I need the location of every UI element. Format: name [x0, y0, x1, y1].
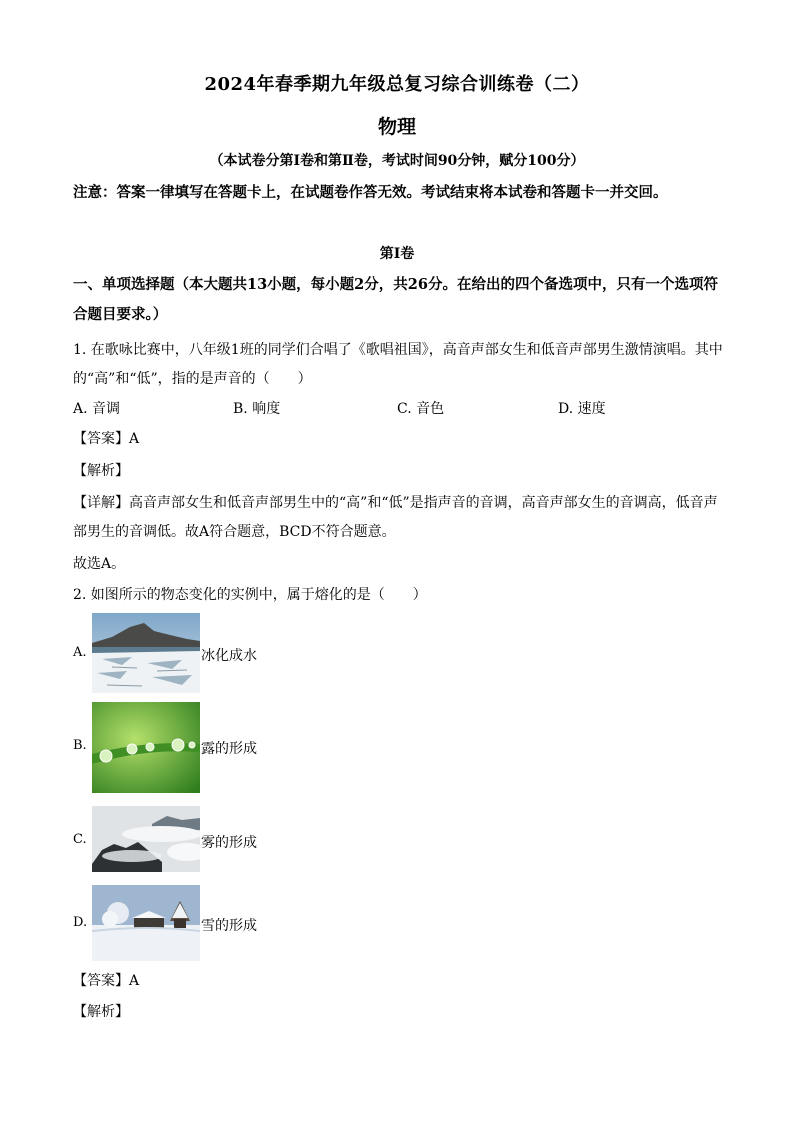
q1-detail: 【详解】高音声部女生和低音声部男生中的“高”和“低”是指声音的音调，高音声部女生的音调高，低音声部男生的音调低。故A符合题意，BCD不符合题意。 — [73, 495, 718, 540]
subject-title: 物理 — [377, 116, 416, 138]
snow-image — [92, 885, 200, 961]
q1-conclusion: 故选A。 — [73, 556, 126, 572]
q1-option-a: A. 音调 — [73, 401, 121, 417]
fog-image — [92, 806, 200, 872]
q2-stem: 2. 如图所示的物态变化的实例中，属于熔化的是（ ） — [73, 587, 427, 603]
ice-melting-image — [92, 613, 200, 693]
q2-option-c-caption: 雾的形成 — [201, 835, 257, 851]
q2-option-b-letter: B. — [73, 738, 87, 753]
q1-answer: 【答案】A — [73, 431, 140, 447]
exam-subtitle: （本试卷分第Ⅰ卷和第Ⅱ卷，考试时间90分钟，赋分100分） — [209, 153, 585, 169]
q1-stem: 1. 在歌咏比赛中，八年级1班的同学们合唱了《歌唱祖国》，高音声部女生和低音声部男生激情演唱。其中的“高”和“低”，指的是声音的（ ） — [73, 342, 723, 387]
q1-option-d: D. 速度 — [558, 401, 606, 417]
q1-option-b: B. 响度 — [233, 401, 281, 417]
q2-option-d-letter: D. — [73, 915, 88, 930]
q2-analysis-label: 【解析】 — [73, 1004, 129, 1020]
q2-option-b-caption: 露的形成 — [201, 741, 257, 757]
q2-answer: 【答案】A — [73, 973, 140, 989]
section-title: 一、单项选择题（本大题共13小题，每小题2分，共26分。在给出的四个备选项中，只有一个选项符合题目要求。） — [73, 276, 718, 323]
q1-option-c: C. 音色 — [397, 401, 445, 417]
dew-image — [92, 702, 200, 793]
q2-option-c-letter: C. — [73, 832, 87, 847]
part-title: 第Ⅰ卷 — [379, 246, 415, 262]
q1-analysis-label: 【解析】 — [73, 463, 129, 479]
exam-title: 2024年春季期九年级总复习综合训练卷（二） — [204, 74, 590, 95]
q2-option-d-caption: 雪的形成 — [201, 918, 257, 934]
q2-option-a-letter: A. — [73, 645, 87, 660]
q2-option-a-caption: 冰化成水 — [201, 648, 257, 664]
exam-notice: 注意：答案一律填写在答题卡上，在试题卷作答无效。考试结束将本试卷和答题卡一并交回。 — [73, 184, 668, 201]
